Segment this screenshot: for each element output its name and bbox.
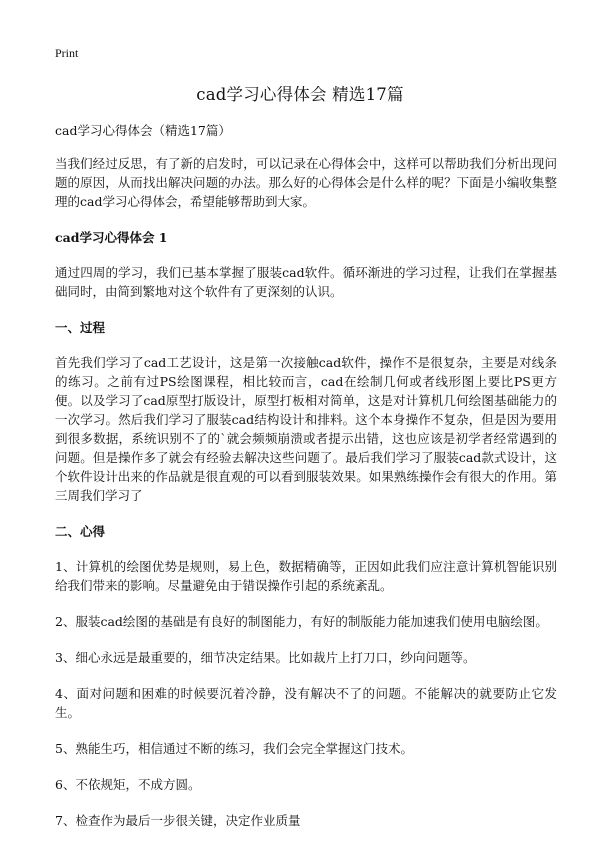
article-body <box>55 121 557 847</box>
insight-item-7: 7、检查作为最后一步很关键，决定作业质量 <box>55 813 301 828</box>
insight-item-1: 1、计算机的绘图优势是规则，易上色，数据精确等，正因如此我们应注意计算机智能识别给我们带来的影响。尽量避免由于错误操作引起的系统紊乱。 <box>55 559 557 593</box>
process-paragraph: 首先我们学习了cad工艺设计，这是第一次接触cad软件，操作不是很复杂，主要是对线条的练习。之前有过PS绘图课程，相比较而言，cad在绘制几何或者线形图上要比PS更方便。以及学习了cad原型打版设计，原型打板相对简单，这是对计算机几何绘图基础能力的一次学习。然后我们学习了服装cad结构设计和排料。这个本身操作不复杂，但是因为要用到很多数据，系统识别不了的`就会频频崩溃或者提示出错，这也应该是初学者经常遇到的问题。但是操作多了就会有经验去解决这些问题了。最后我们学习了服装cad款式设计，这个软件设计出来的作品就是很直观的可以看到服装效果。如果熟练操作会有很大的作用。第三周我们学习了 <box>55 355 557 503</box>
intro-paragraph: 当我们经过反思，有了新的启发时，可以记录在心得体会中，这样可以帮助我们分析出现问题的原因，从而找出解决问题的办法。那么好的心得体会是什么样的呢？下面是小编收集整理的cad学习心得体会，希望能够帮助到大家。 <box>55 156 557 209</box>
article-subtitle: cad学习心得体会（精选17篇） <box>55 123 231 138</box>
process-heading: 一、过程 <box>55 320 106 335</box>
section1-heading: cad学习心得体会 1 <box>55 230 168 245</box>
insight-item-4: 4、面对问题和困难的时候要沉着冷静，没有解决不了的问题。不能解决的就要防止它发生。 <box>55 686 557 720</box>
insight-heading: 二、心得 <box>55 524 106 539</box>
section1-intro-paragraph: 通过四周的学习，我们已基本掌握了服装cad软件。循环渐进的学习过程，让我们在掌握基础同时，由简到繁地对这个软件有了更深刻的认识。 <box>55 265 557 299</box>
insight-item-6: 6、不依规矩，不成方圆。 <box>55 777 201 792</box>
print-link[interactable]: Print <box>55 46 79 60</box>
insight-item-2: 2、服装cad绘图的基础是有良好的制图能力，有好的制版能力能加速我们使用电脑绘图。 <box>55 614 548 629</box>
insight-item-5: 5、熟能生巧，相信通过不断的练习，我们会完全掌握这门技术。 <box>55 741 413 756</box>
page-title: cad学习心得体会 精选17篇 <box>196 85 404 104</box>
insight-item-3: 3、细心永远是最重要的，细节决定结果。比如裁片上打刀口，纱向问题等。 <box>55 650 476 665</box>
